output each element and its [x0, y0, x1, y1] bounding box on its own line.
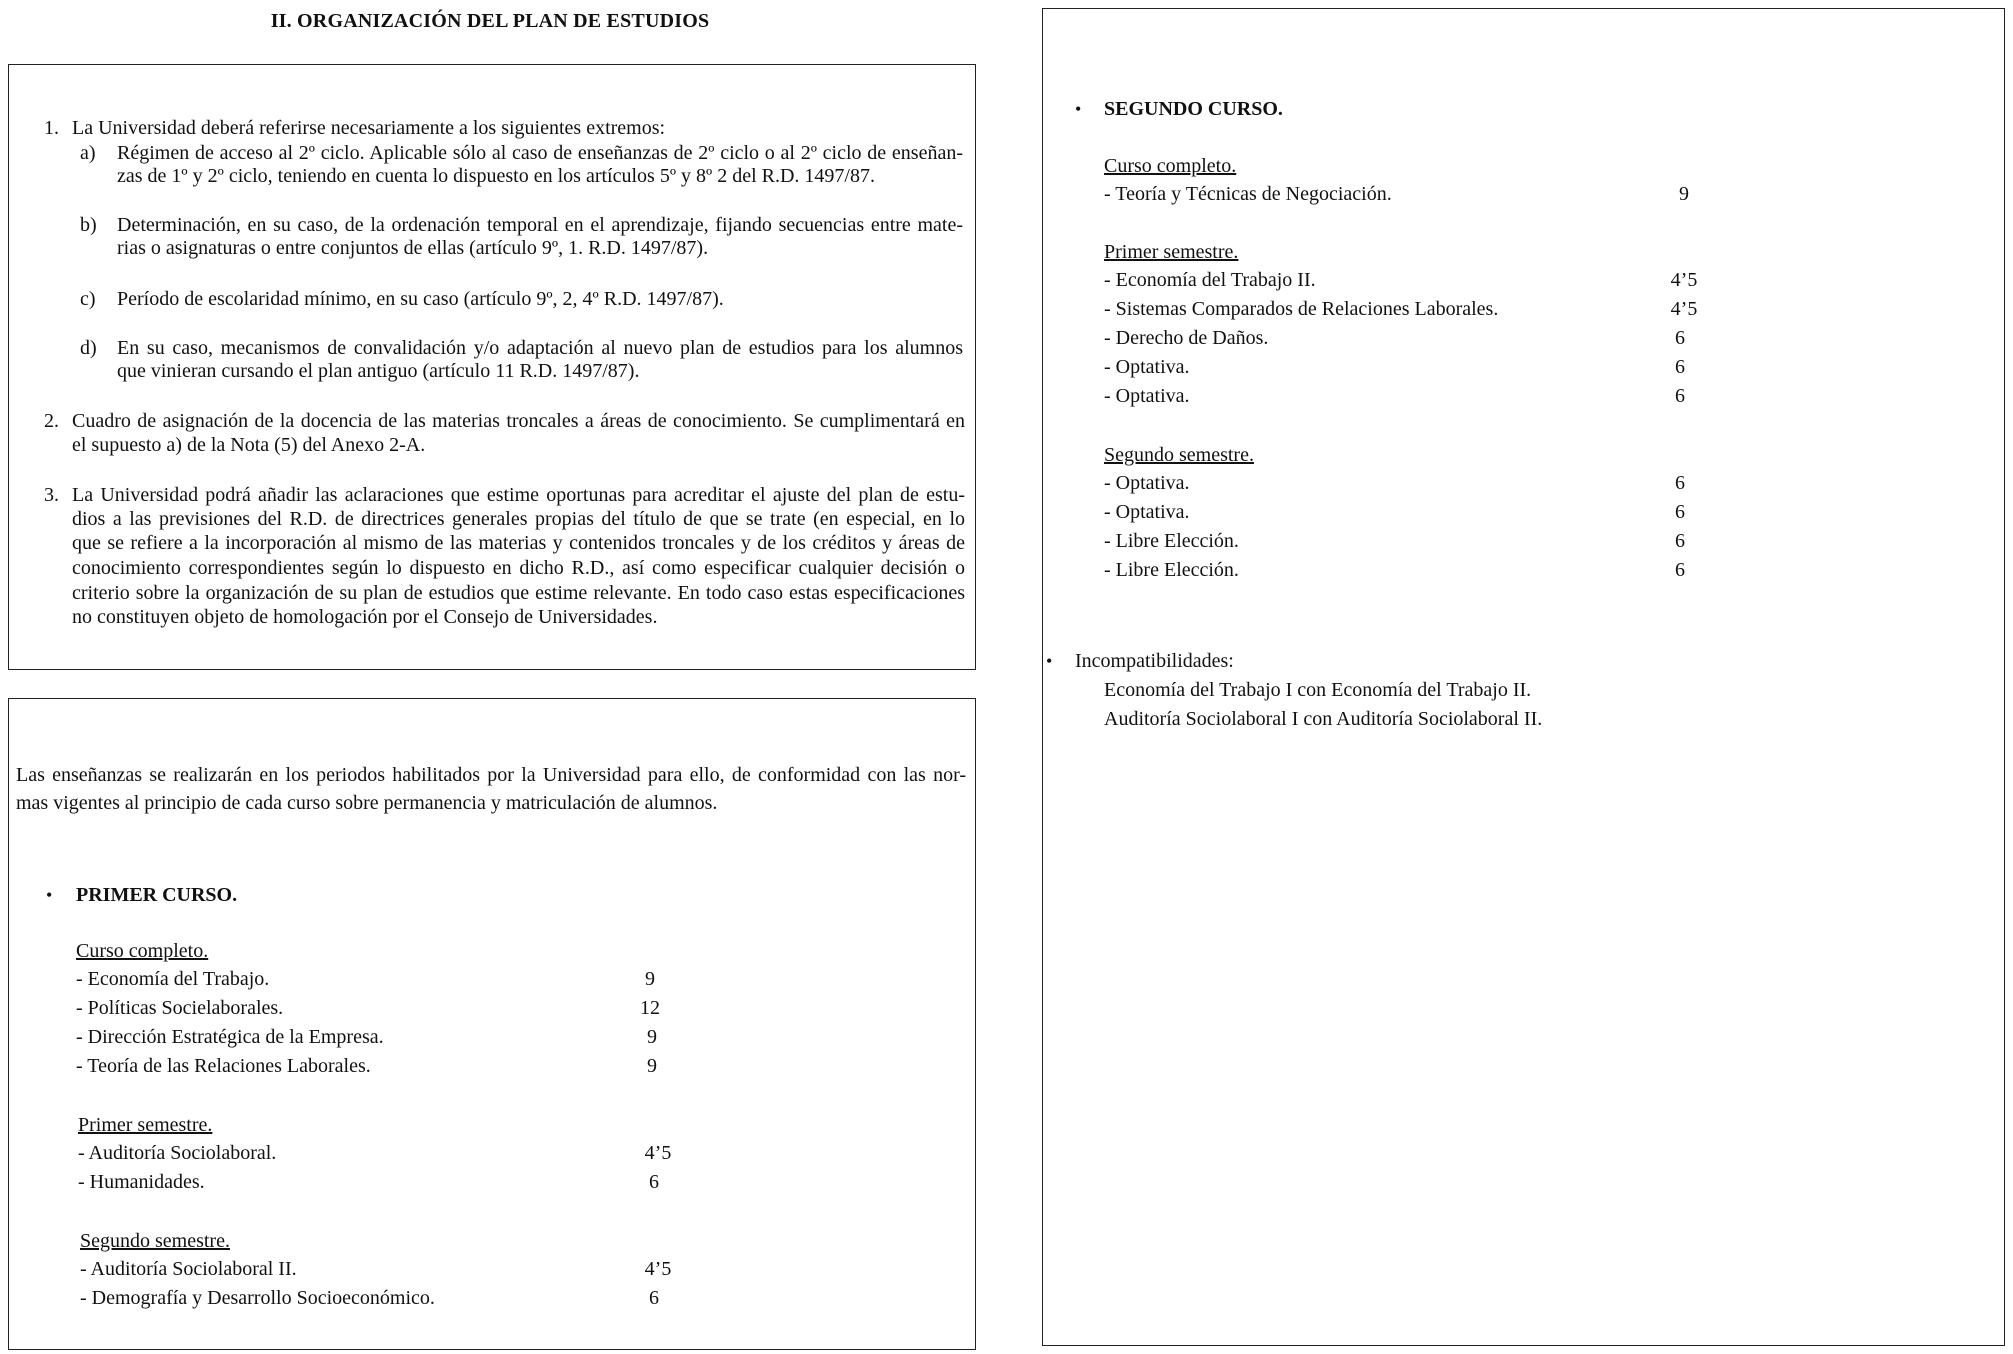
item-3-line2: dios a las previsiones del R.D. de directrices generales propias del título de que se trate (en especial, en lo: [72, 508, 965, 530]
sub-c-letter: c): [80, 288, 96, 310]
sub-b-letter: b): [80, 214, 97, 236]
item-1-number: 1.: [44, 117, 59, 139]
incompat-title: Incompatibilidades:: [1075, 650, 1234, 672]
sub-a-letter: a): [80, 142, 96, 164]
item-3-number: 3.: [44, 484, 59, 506]
second-course-sem1-heading: Primer semestre.: [1104, 241, 1239, 263]
page-title: II. ORGANIZACIÓN DEL PLAN DE ESTUDIOS: [270, 10, 710, 32]
second-course-title: SEGUNDO CURSO.: [1104, 98, 1283, 120]
first-course-title: PRIMER CURSO.: [76, 884, 238, 906]
sub-a-line1: Régimen de acceso al 2º ciclo. Aplicable sólo al caso de enseñanzas de 2º ciclo o al 2º ciclo de enseñan-: [117, 142, 963, 164]
second-course-bullet: •: [1075, 99, 1082, 119]
sub-a-line2: zas de 1º y 2º ciclo, teniendo en cuenta lo dispuesto en los artículos 5º y 8º 2 del R.D. 1497/87.: [117, 165, 875, 187]
incompat-line2: Auditoría Sociolaboral I con Auditoría Sociolaboral II.: [1104, 708, 1543, 730]
item-2-line2: el supuesto a) de la Nota (5) del Anexo 2-A.: [72, 434, 426, 456]
intro-line1: Las enseñanzas se realizarán en los periodos habilitados por la Universidad para ello, de conformidad con las nor-: [16, 764, 966, 786]
item-3-line1: La Universidad podrá añadir las aclaraciones que estime oportunas para acreditar el ajuste del plan de estu-: [72, 484, 965, 506]
item-2-line1: Cuadro de asignación de la docencia de las materias troncales a áreas de conocimiento. Se cumplimentará en: [72, 410, 965, 432]
first-course-sem2-heading: Segundo semestre.: [80, 1230, 230, 1252]
first-course-bullet: •: [46, 885, 53, 905]
incompat-bullet: •: [1046, 651, 1053, 671]
sub-d-line2: que vinieran cursando el plan antiguo (artículo 11 R.D. 1497/87).: [117, 360, 640, 382]
second-course-full-heading: Curso completo.: [1104, 155, 1237, 177]
intro-line2: mas vigentes al principio de cada curso sobre permanencia y matriculación de alumnos.: [16, 792, 718, 814]
sub-b-line1: Determinación, en su caso, de la ordenación temporal en el aprendizaje, fijando secuencias entre mate-: [117, 214, 963, 236]
item-3-line4: conocimiento correspondientes según lo dispuesto en dicho R.D., así como especificar cualquier decisión o: [72, 557, 965, 579]
first-course-sem1-heading: Primer semestre.: [78, 1114, 213, 1136]
item-3-line5: criterio sobre la organización de su plan de estudios que estime relevante. En todo caso estas especificaciones: [72, 582, 965, 604]
item-3-line6: no constituyen objeto de homologación por el Consejo de Universidades.: [72, 606, 658, 628]
sub-b-line2: rias o asignaturas o entre conjuntos de ellas (artículo 9º, 1. R.D. 1497/87).: [117, 237, 709, 259]
item-3-line3: que se refiere a la incorporación al mismo de las materias y contenidos troncales y de los créditos y áreas de: [72, 532, 965, 554]
sub-d-letter: d): [80, 337, 97, 359]
sub-c-line1: Período de escolaridad mínimo, en su caso (artículo 9º, 2, 4º R.D. 1497/87).: [117, 288, 724, 310]
second-course-sem2-heading: Segundo semestre.: [1104, 444, 1254, 466]
sub-d-line1: En su caso, mecanismos de convalidación y/o adaptación al nuevo plan de estudios para los alumnos: [117, 337, 963, 359]
first-course-full-heading: Curso completo.: [76, 940, 209, 962]
incompat-line1: Economía del Trabajo I con Economía del Trabajo II.: [1104, 679, 1532, 701]
item-1-text: La Universidad deberá referirse necesariamente a los siguientes extremos:: [72, 117, 666, 139]
item-2-number: 2.: [44, 410, 59, 432]
